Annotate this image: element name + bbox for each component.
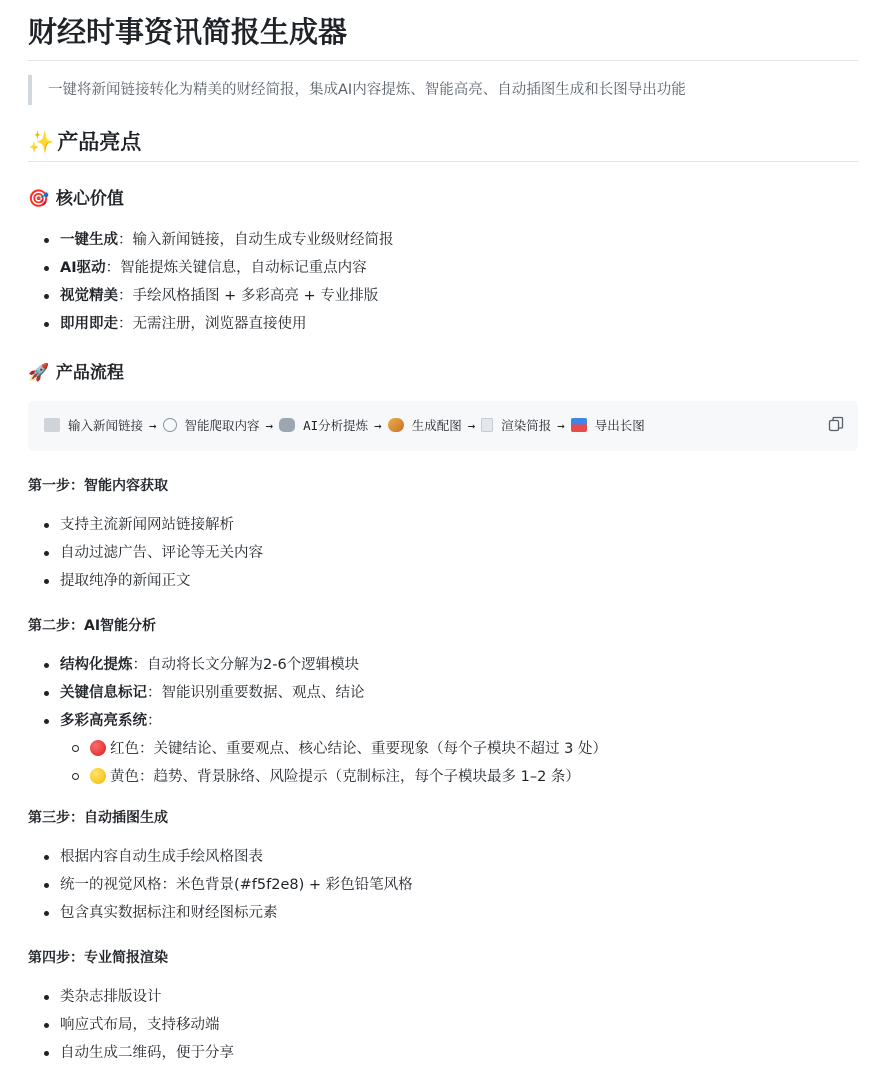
core-value-heading xyxy=(28,186,858,212)
red-circle-icon xyxy=(90,740,106,756)
document-icon xyxy=(481,418,493,432)
item-label: 结构化提炼 xyxy=(60,657,133,673)
list-item: 自动过滤广告、评论等无关内容 xyxy=(28,539,858,567)
step4-heading: 第四步：专业简报渲染 xyxy=(28,950,168,966)
item-label: 一键生成 xyxy=(60,232,118,248)
flow-heading xyxy=(28,360,858,386)
step2-heading: 第二步：AI智能分析 xyxy=(28,618,157,634)
sub-item-text: ：关键结论、重要观点、核心结论、重要现象（每个子模块不超过 3 处） xyxy=(139,741,607,757)
flow-step-label: 智能爬取内容 xyxy=(184,418,260,433)
step1-section xyxy=(28,475,858,595)
list-item xyxy=(28,254,858,282)
item-label: 视觉精美 xyxy=(60,288,118,304)
sub-item-text: ：趋势、背景脉络、风险提示（克制标注，每个子模块最多 1–2 条） xyxy=(139,769,580,785)
readme-page xyxy=(28,0,858,1061)
sparkles-icon: ✨ xyxy=(28,130,55,154)
item-text: 手绘风格插图 + 多彩高亮 + 专业排版 xyxy=(132,288,379,304)
step4-list xyxy=(28,983,858,1067)
item-text: 输入新闻链接，自动生成专业级财经简报 xyxy=(132,232,394,248)
flow-section xyxy=(28,360,858,451)
core-value-list xyxy=(28,226,858,338)
color-name: 红色 xyxy=(110,741,139,757)
flow-arrow: → xyxy=(265,418,274,433)
step2-section xyxy=(28,615,858,791)
item-sep: ： xyxy=(105,260,121,276)
core-value-heading-label: 核心价值 xyxy=(55,189,124,209)
flow-step-label: 渲染简报 xyxy=(501,418,552,433)
list-item: 根据内容自动生成手绘风格图表 xyxy=(28,843,858,871)
link-icon xyxy=(163,418,177,432)
item-sep: ： xyxy=(118,316,133,332)
flow-step-label: 导出长图 xyxy=(594,418,645,433)
item-text: 自动将长文分解为2-6个逻辑模块 xyxy=(147,657,360,673)
flow-step-label: AI分析提炼 xyxy=(303,418,369,433)
step4-section xyxy=(28,947,858,1067)
step3-list xyxy=(28,843,858,927)
item-sep: ： xyxy=(132,657,147,673)
color-name: 黄色 xyxy=(110,769,139,785)
item-sep: ： xyxy=(118,288,133,304)
item-label: 即用即走 xyxy=(60,316,118,332)
item-sep: ： xyxy=(147,685,162,701)
flow-code-block xyxy=(28,401,858,451)
list-item: 自动生成二维码，便于分享 xyxy=(28,1039,858,1067)
list-item xyxy=(28,679,858,707)
list-item: 提取纯净的新闻正文 xyxy=(28,567,858,595)
list-item xyxy=(28,282,858,310)
list-item: 统一的视觉风格：米色背景(#f5f2e8) + 彩色铅笔风格 xyxy=(28,871,858,899)
step1-list xyxy=(28,511,858,595)
item-text: 无需注册，浏览器直接使用 xyxy=(132,316,307,332)
yellow-circle-icon xyxy=(90,768,106,784)
list-item: 类杂志排版设计 xyxy=(28,983,858,1011)
section-heading-label: 产品亮点 xyxy=(57,130,142,154)
step3-section xyxy=(28,807,858,927)
palette-icon xyxy=(388,418,404,432)
page-title: 财经时事资讯简报生成器 xyxy=(28,0,858,61)
rocket-icon: 🚀 xyxy=(28,363,50,383)
flow-arrow: → xyxy=(149,418,157,433)
list-item xyxy=(28,226,858,254)
flow-step-label: 输入新闻链接 xyxy=(68,418,144,433)
list-item xyxy=(28,707,858,735)
subtitle-quote: 一键将新闻链接转化为精美的财经简报，集成AI内容提炼、智能高亮、自动插图生成和长图导出功能 xyxy=(28,75,858,105)
item-label: 关键信息标记 xyxy=(60,685,147,701)
list-item xyxy=(28,651,858,679)
list-item: 包含真实数据标注和财经图标元素 xyxy=(28,899,858,927)
step1-heading: 第一步：智能内容获取 xyxy=(28,478,168,494)
section-heading-highlights xyxy=(28,125,858,162)
item-text: 智能提炼关键信息，自动标记重点内容 xyxy=(120,260,367,276)
flow-arrow: → xyxy=(467,418,476,433)
list-item xyxy=(28,310,858,338)
item-sep: ： xyxy=(147,713,162,729)
target-icon: 🎯 xyxy=(28,189,50,209)
flow-arrow: → xyxy=(557,418,565,433)
item-label: AI驱动 xyxy=(60,260,106,276)
newspaper-icon xyxy=(44,418,60,432)
flow-arrow: → xyxy=(374,418,382,433)
sub-list-item xyxy=(28,763,858,791)
core-value-section xyxy=(28,186,858,338)
item-sep: ： xyxy=(118,232,133,248)
item-label: 多彩高亮系统 xyxy=(60,713,147,729)
flow-heading-label: 产品流程 xyxy=(55,363,124,383)
download-icon xyxy=(571,418,587,432)
robot-icon xyxy=(279,418,295,432)
flow-step-label: 生成配图 xyxy=(411,418,462,433)
item-text: 智能识别重要数据、观点、结论 xyxy=(161,685,365,701)
list-item: 响应式布局，支持移动端 xyxy=(28,1011,858,1039)
step2-list xyxy=(28,651,858,791)
copy-icon[interactable] xyxy=(828,416,844,432)
sub-list-item xyxy=(28,735,858,763)
step3-heading: 第三步：自动插图生成 xyxy=(28,810,168,826)
list-item: 支持主流新闻网站链接解析 xyxy=(28,511,858,539)
